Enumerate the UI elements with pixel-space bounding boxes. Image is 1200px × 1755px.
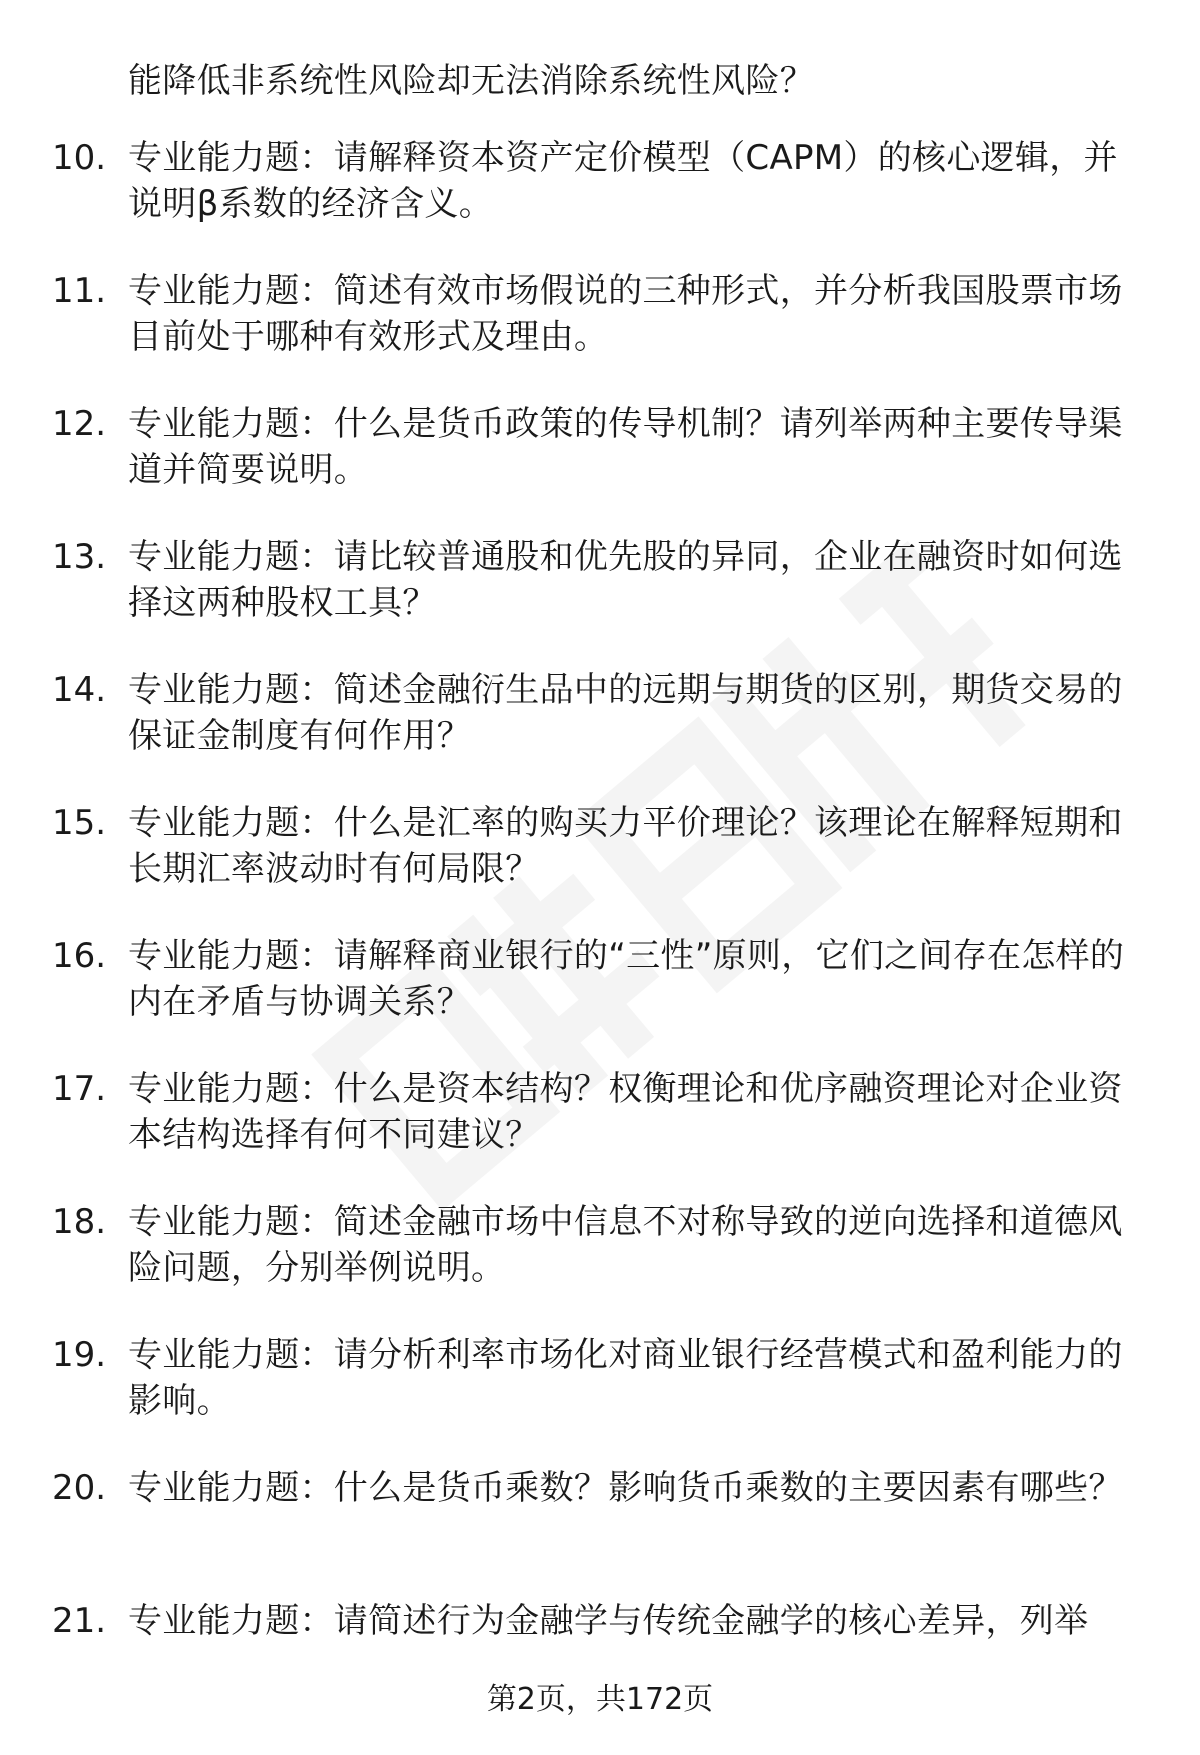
question-number: 18. [52, 1202, 107, 1242]
question-number: 17. [52, 1069, 107, 1109]
question-number: 21. [52, 1601, 107, 1641]
question-text: 专业能力题：请解释资本资产定价模型（CAPM）的核心逻辑，并说明β系数的经济含义。 [128, 138, 1118, 224]
question-text: 专业能力题：请简述行为金融学与传统金融学的核心差异，列举 [128, 1601, 1089, 1641]
question-number: 14. [52, 670, 107, 710]
question-text: 专业能力题：什么是货币乘数？影响货币乘数的主要因素有哪些？ [128, 1468, 1123, 1508]
question-text: 专业能力题：请比较普通股和优先股的异同，企业在融资时如何选择这两种股权工具？ [128, 537, 1123, 623]
question-number: 19. [52, 1335, 107, 1375]
question-text: 专业能力题：什么是资本结构？权衡理论和优序融资理论对企业资本结构选择有何不同建议？ [128, 1069, 1123, 1155]
question-text: 专业能力题：请解释商业银行的“三性”原则，它们之间存在怎样的内在矛盾与协调关系？ [128, 936, 1125, 1022]
question-number: 16. [52, 936, 107, 976]
question-number: 15. [52, 803, 107, 843]
page-number-footer: 第2页，共172页 [486, 1682, 714, 1717]
question-text: 专业能力题：简述有效市场假说的三种形式，并分析我国股票市场目前处于哪种有效形式及理由。 [128, 271, 1123, 357]
question-text: 专业能力题：什么是汇率的购买力平价理论？该理论在解释短期和长期汇率波动时有何局限？ [128, 803, 1123, 889]
question-number: 12. [52, 404, 107, 444]
question-text: 专业能力题：简述金融衍生品中的远期与期货的区别，期货交易的保证金制度有何作用？ [128, 670, 1123, 756]
question-number: 11. [52, 271, 107, 311]
question-number: 20. [52, 1468, 107, 1508]
question-number: 13. [52, 537, 107, 577]
continuation-text: 能降低非系统性风险却无法消除系统性风险？ [128, 61, 814, 101]
question-number: 10. [52, 138, 107, 178]
question-text: 专业能力题：简述金融市场中信息不对称导致的逆向选择和道德风险问题，分别举例说明。 [128, 1202, 1123, 1288]
question-text: 专业能力题：什么是货币政策的传导机制？请列举两种主要传导渠道并简要说明。 [128, 404, 1123, 490]
question-text: 专业能力题：请分析利率市场化对商业银行经营模式和盈利能力的影响。 [128, 1335, 1123, 1421]
